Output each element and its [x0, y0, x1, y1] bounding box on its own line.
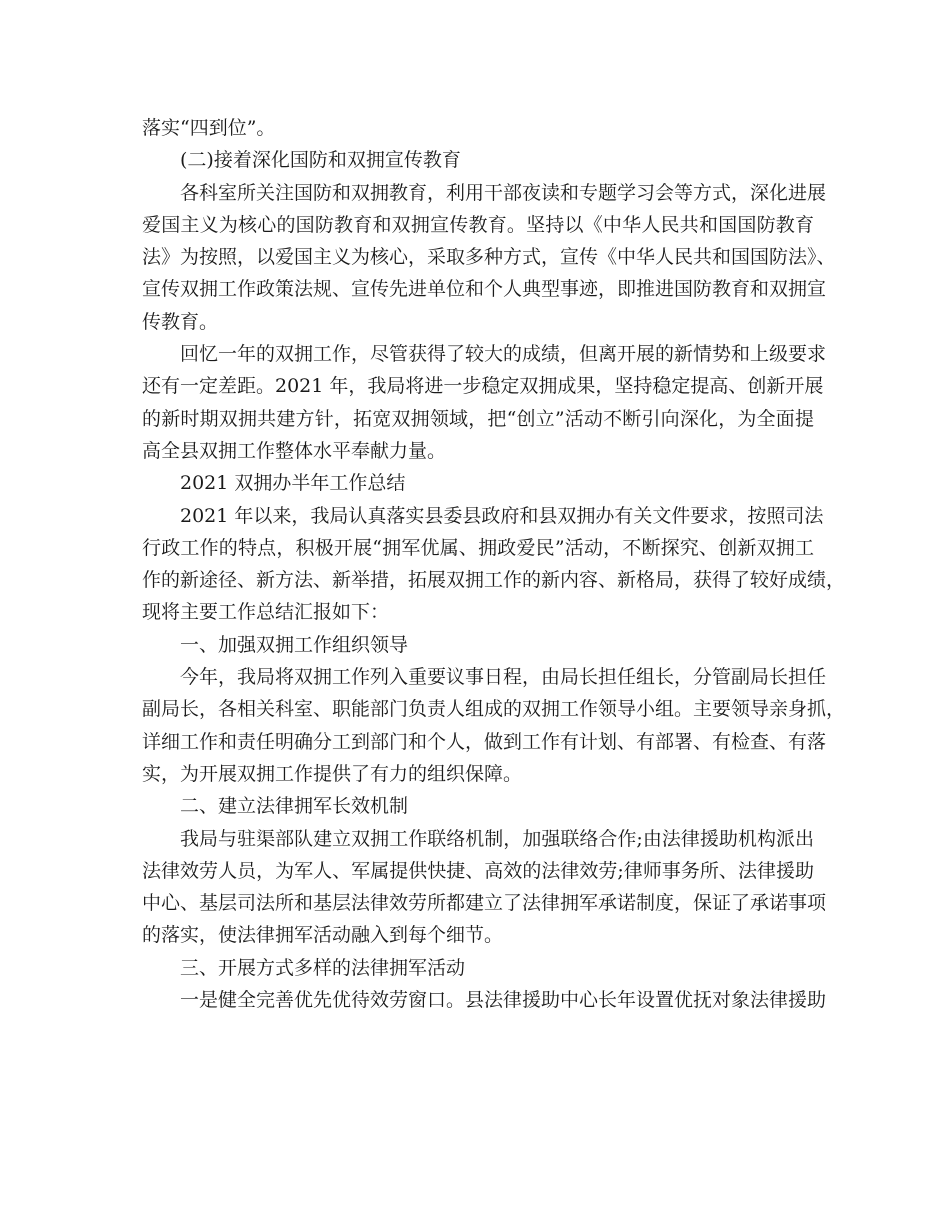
text-line: 落实“四到位”。 — [142, 117, 276, 139]
paragraph-line: 我局与驻渠部队建立双拥工作联络机制，加强联络合作;由法律援助机构派出 — [180, 827, 814, 850]
paragraph-line: 副局长，各相关科室、职能部门负责人组成的双拥工作领导小组。主要领导亲身抓， — [142, 698, 846, 721]
paragraph-line: 传教育。 — [142, 310, 219, 333]
section-heading: 二、建立法律拥军长效机制 — [180, 795, 409, 818]
document-page — [142, 112, 846, 1016]
section-heading: 一、加强双拥工作组织领导 — [180, 633, 409, 656]
paragraph-line: 行政工作的特点，积极开展“拥军优属、拥政爱民”活动，不断探究、创新双拥工 — [142, 536, 814, 559]
paragraph-line: 还有一定差距。2021 年，我局将进一步稳定双拥成果，坚持稳定提高、创新开展 — [142, 375, 824, 398]
paragraph-line: 高全县双拥工作整体水平奉献力量。 — [142, 439, 447, 462]
paragraph-line: 2021 年以来，我局认真落实县委县政府和县双拥办有关文件要求，按照司法 — [180, 504, 824, 527]
paragraph-line: 中心、基层司法所和基层法律效劳所都建立了法律拥军承诺制度，保证了承诺事项 — [142, 892, 827, 915]
paragraph-line: 今年，我局将双拥工作列入重要议事日程，由局长担任组长，分管副局长担任 — [180, 666, 827, 689]
paragraph-line: 宣传双拥工作政策法规、宣传先进单位和个人典型事迹，即推进国防教育和双拥宣 — [142, 278, 827, 301]
paragraph-line: 回忆一年的双拥工作，尽管获得了较大的成绩，但离开展的新情势和上级要求 — [180, 343, 827, 366]
paragraph-line: 作的新途径、新方法、新举措，拓展双拥工作的新内容、新格局，获得了较好成绩， — [142, 569, 846, 592]
paragraph-line: 实，为开展双拥工作提供了有力的组织保障。 — [142, 762, 523, 785]
paragraph-line: 的新时期双拥共建方针，拓宽双拥领域，把“创立”活动不断引向深化，为全面提 — [142, 407, 814, 430]
paragraph-line: 爱国主义为核心的国防教育和双拥宣传教育。坚持以《中华人民共和国国防教育 — [142, 213, 814, 236]
document-title: 2021 双拥办半年工作总结 — [180, 472, 406, 495]
paragraph-line: 详细工作和责任明确分工到部门和个人，做到工作有计划、有部署、有检查、有落 — [142, 730, 827, 753]
paragraph-line: 的落实，使法律拥军活动融入到每个细节。 — [142, 924, 504, 947]
paragraph-line: 法律效劳人员，为军人、军属提供快捷、高效的法律效劳;律师事务所、法律援助 — [142, 859, 814, 882]
paragraph-line: 一是健全完善优先优待效劳窗口。县法律援助中心长年设置优抚对象法律援助 — [180, 989, 827, 1012]
section-heading: 三、开展方式多样的法律拥军活动 — [180, 956, 466, 979]
paragraph-line: 现将主要工作总结汇报如下： — [142, 601, 390, 624]
section-heading: (二)接着深化国防和双拥宣传教育 — [180, 149, 461, 172]
paragraph-line: 各科室所关注国防和双拥教育，利用干部夜读和专题学习会等方式，深化进展 — [180, 181, 827, 204]
paragraph-line: 法》为按照，以爱国主义为核心，采取多种方式，宣传《中华人民共和国国防法》、 — [142, 246, 836, 269]
